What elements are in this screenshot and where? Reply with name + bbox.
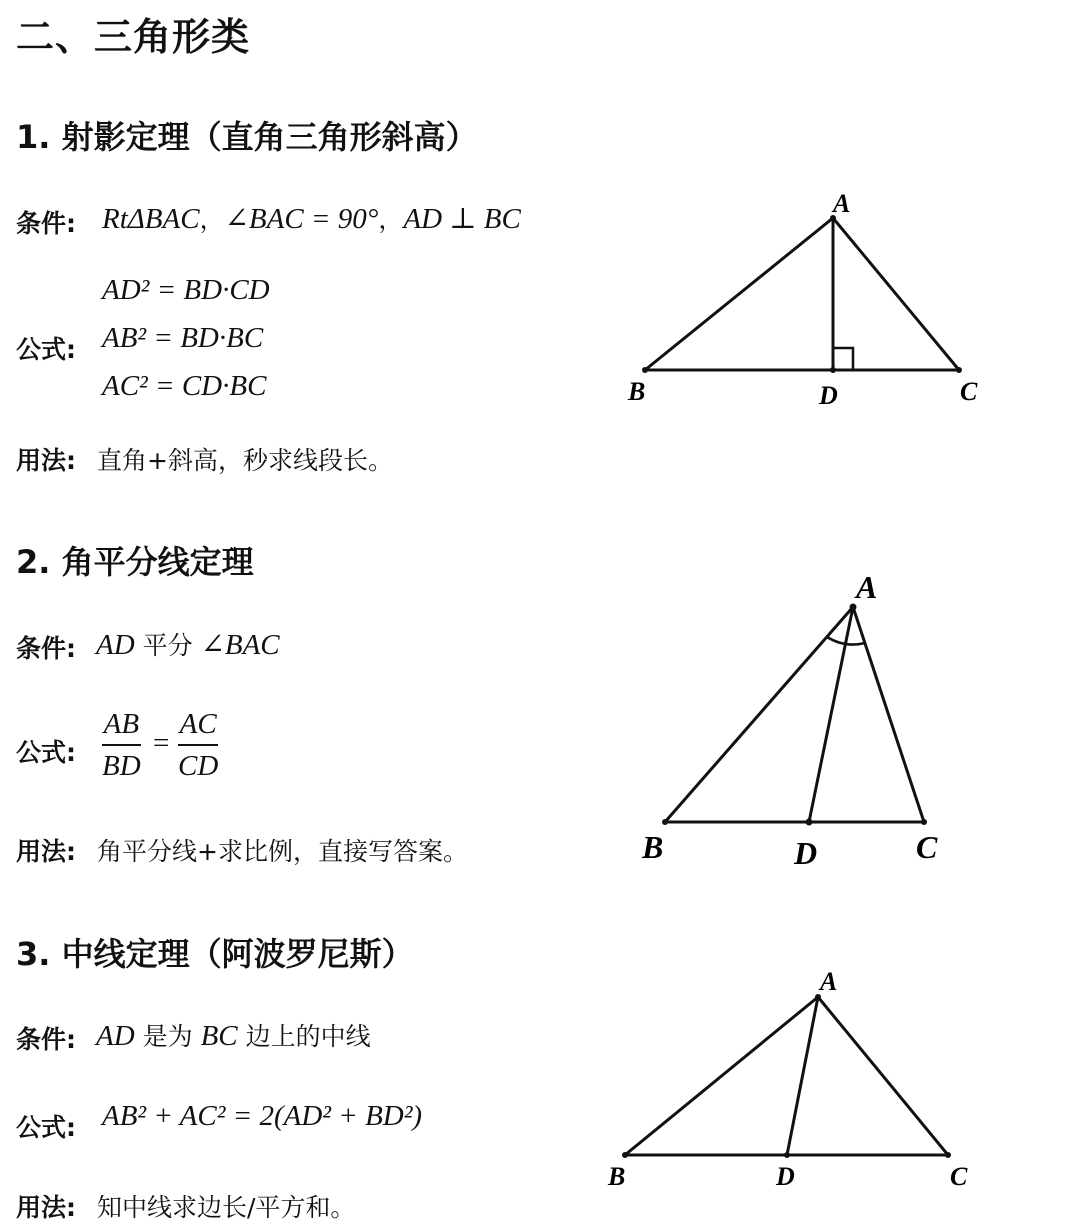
usage-label: 用法: bbox=[16, 837, 76, 866]
formula-line: AB² = BD·BC bbox=[102, 322, 264, 354]
heading-median-theorem: 3. 中线定理（阿波罗尼斯） bbox=[16, 935, 414, 973]
condition-3 bbox=[96, 1017, 371, 1053]
formula-label: 公式: bbox=[16, 1113, 76, 1142]
condition-label: 条件: bbox=[16, 209, 76, 238]
side-ac bbox=[818, 997, 948, 1155]
condition-part: RtΔBAC bbox=[102, 203, 200, 235]
side-ac bbox=[853, 607, 924, 822]
vertex-b bbox=[622, 1152, 628, 1158]
vertex-b bbox=[662, 819, 668, 825]
angle-bisector-figure bbox=[620, 560, 980, 880]
label-d: D bbox=[819, 381, 838, 410]
condition-part: ∠BAC bbox=[200, 629, 280, 661]
label-d: D bbox=[794, 835, 818, 871]
fraction-numerator: AB bbox=[103, 708, 140, 740]
condition-label: 条件: bbox=[16, 634, 76, 663]
vertex-b bbox=[642, 367, 648, 373]
condition-part: AD bbox=[96, 1020, 135, 1052]
side-ab bbox=[665, 607, 853, 822]
condition-part: ， bbox=[199, 205, 225, 234]
fraction-denominator: BD bbox=[102, 750, 141, 782]
fraction-numerator: AC bbox=[179, 708, 217, 740]
condition-part: 平分 bbox=[134, 631, 201, 660]
formula-label: 公式: bbox=[16, 335, 76, 364]
condition-part: AD ⊥ BC bbox=[403, 203, 521, 235]
vertex-c bbox=[945, 1152, 951, 1158]
condition-part: BC bbox=[200, 1020, 238, 1052]
condition-part: 是为 bbox=[134, 1022, 201, 1051]
formula-label: 公式: bbox=[16, 738, 76, 767]
usage-text: 角平分线+求比例，直接写答案。 bbox=[97, 837, 468, 866]
heading-projection-theorem: 1. 射影定理（直角三角形斜高） bbox=[16, 118, 478, 156]
condition-part: 边上的中线 bbox=[237, 1022, 371, 1051]
point-d bbox=[806, 819, 813, 826]
label-a: A bbox=[856, 569, 878, 605]
condition-2 bbox=[96, 626, 280, 662]
condition-part: AD bbox=[96, 629, 135, 661]
formula-line: AB² + AC² = 2(AD² + BD²) bbox=[102, 1100, 423, 1132]
median-figure bbox=[590, 960, 1010, 1200]
label-b: B bbox=[642, 829, 664, 865]
label-c: C bbox=[916, 829, 938, 865]
side-ab bbox=[625, 997, 818, 1155]
right-triangle-figure bbox=[600, 180, 1020, 420]
median-ad bbox=[787, 997, 818, 1155]
equals-sign: = bbox=[153, 727, 170, 759]
usage-text: 直角+斜高，秒求线段长。 bbox=[97, 446, 393, 475]
fraction-ac-cd bbox=[178, 706, 218, 784]
condition-part: ， bbox=[378, 205, 404, 234]
vertex-c bbox=[921, 819, 927, 825]
condition-label: 条件: bbox=[16, 1025, 76, 1054]
right-angle-mark bbox=[833, 348, 853, 370]
section-title: 二、三角形类 bbox=[16, 15, 251, 59]
vertex-c bbox=[956, 367, 962, 373]
label-a: A bbox=[833, 189, 851, 218]
label-a: A bbox=[820, 967, 838, 996]
usage-label: 用法: bbox=[16, 446, 76, 475]
condition-1 bbox=[102, 200, 521, 236]
label-b: B bbox=[628, 377, 646, 406]
heading-angle-bisector-theorem: 2. 角平分线定理 bbox=[16, 543, 254, 581]
label-b: B bbox=[608, 1162, 626, 1191]
formula-line: AD² = BD·CD bbox=[102, 274, 270, 306]
fraction-bar bbox=[102, 744, 141, 746]
usage-text: 知中线求边长/平方和。 bbox=[97, 1193, 356, 1222]
label-c: C bbox=[960, 377, 978, 406]
foot-d bbox=[830, 367, 836, 373]
usage-label: 用法: bbox=[16, 1193, 76, 1222]
fraction-ab-bd bbox=[102, 706, 141, 784]
formula-line: AC² = CD·BC bbox=[102, 370, 267, 402]
triangle-edges bbox=[645, 218, 959, 370]
fraction-bar bbox=[178, 744, 218, 746]
midpoint-d bbox=[784, 1152, 790, 1158]
label-c: C bbox=[950, 1162, 968, 1191]
fraction-denominator: CD bbox=[178, 750, 219, 782]
condition-part: ∠BAC = 90° bbox=[224, 203, 379, 235]
label-d: D bbox=[776, 1162, 795, 1191]
